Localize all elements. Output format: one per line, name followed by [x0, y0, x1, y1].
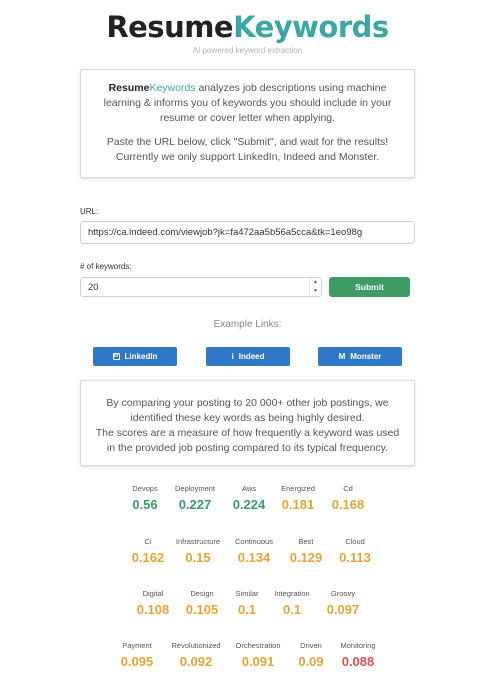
example-linkedin-label: LinkedIn — [124, 352, 158, 361]
monster-icon: M — [338, 352, 346, 361]
keyword-score: 0.108 — [136, 602, 170, 617]
keyword-score: 0.224 — [232, 497, 266, 512]
keyword-name: Deployment — [174, 484, 216, 493]
keyword-count-stepper — [80, 277, 322, 297]
keyword-name: Cd — [343, 484, 353, 493]
logo-part-resume: Resume — [106, 10, 234, 44]
app-logo — [0, 10, 495, 44]
results-intro-card — [80, 380, 415, 466]
keyword-item — [318, 641, 398, 669]
keyword-name: Aws — [241, 484, 257, 493]
keyword-score: 0.162 — [131, 550, 165, 565]
keyword-name: Continuous — [235, 537, 273, 546]
keyword-score: 0.1 — [237, 602, 257, 617]
example-indeed-label: Indeed — [238, 352, 265, 361]
keyword-name: Best — [298, 537, 314, 546]
keyword-name: Ci — [144, 537, 152, 546]
example-monster-label: Monster — [350, 352, 382, 361]
linkedin-icon: in — [113, 353, 119, 359]
keyword-name: Design — [190, 589, 214, 598]
intro-paragraph — [95, 81, 400, 126]
keyword-score: 0.227 — [178, 497, 212, 512]
keyword-name: Integration — [274, 589, 310, 598]
keyword-name: Orchestration — [235, 641, 281, 650]
example-monster-button[interactable] — [318, 347, 402, 366]
intro-brand-resume: Resume — [108, 82, 150, 94]
keyword-item — [303, 589, 383, 617]
keyword-name: Driven — [300, 641, 322, 650]
stepper-up-icon[interactable]: ▲ — [313, 279, 318, 285]
intro-card — [80, 69, 415, 178]
keyword-score: 0.091 — [241, 654, 275, 669]
intro-brand-keywords: Keywords — [149, 82, 196, 94]
keyword-score: 0.09 — [298, 654, 324, 669]
keyword-name: Cloud — [345, 537, 365, 546]
keyword-item — [308, 484, 388, 512]
keyword-name: Devops — [132, 484, 158, 493]
keyword-name: Revolutionized — [171, 641, 221, 650]
submit-button[interactable]: Submit — [329, 277, 410, 297]
keyword-score: 0.56 — [132, 497, 158, 512]
keyword-score: 0.181 — [281, 497, 315, 512]
example-linkedin-button[interactable] — [93, 347, 177, 366]
keyword-score: 0.1 — [282, 602, 302, 617]
keyword-name: Similar — [235, 589, 259, 598]
keyword-score: 0.168 — [331, 497, 365, 512]
keyword-score: 0.097 — [326, 602, 360, 617]
tagline: AI powered keyword extraction — [192, 46, 303, 55]
keyword-score: 0.113 — [339, 550, 371, 565]
example-indeed-button[interactable] — [206, 347, 290, 366]
url-input[interactable] — [80, 221, 415, 244]
stepper-controls — [309, 278, 321, 296]
keyword-score: 0.105 — [185, 602, 219, 617]
keyword-score: 0.134 — [237, 550, 271, 565]
keyword-count-label: # of keywords: — [80, 262, 132, 271]
url-label: URL: — [80, 207, 99, 216]
intro-text: analyzes job descriptions using machine learning & informs you of keywords you should include in your resume or cover letter when applying. — [103, 82, 392, 124]
keyword-name: Payment — [122, 641, 152, 650]
keyword-score: 0.092 — [179, 654, 213, 669]
keyword-score: 0.088 — [341, 654, 375, 669]
keyword-name: Infrastructure — [175, 537, 221, 546]
keyword-name: Energized — [281, 484, 315, 493]
keyword-count-input[interactable] — [81, 278, 309, 296]
keyword-item — [315, 537, 395, 565]
results-intro-comparison: By comparing your posting to 20 000+ other job postings, we identified these key words as being highly desired. — [106, 397, 389, 424]
instructions-paragraph: Paste the URL below, click "Submit", and wait for the results! Currently we only support LinkedIn, Indeed and Monster. — [106, 136, 389, 163]
stepper-down-icon[interactable]: ▼ — [313, 288, 318, 294]
keyword-name: Digital — [142, 589, 164, 598]
keyword-score: 0.129 — [289, 550, 323, 565]
keyword-name: Monitoring — [340, 641, 376, 650]
indeed-icon: i — [231, 352, 234, 361]
keyword-score: 0.15 — [185, 550, 211, 565]
results-intro-scores: The scores are a measure of how frequently a keyword was used in the provided job posting compared to its typical frequency. — [95, 427, 400, 454]
keyword-name: Groovy — [330, 589, 356, 598]
keyword-score: 0.095 — [120, 654, 154, 669]
example-links-heading: Example Links: — [213, 319, 282, 330]
logo-part-keywords: Keywords — [233, 10, 389, 44]
